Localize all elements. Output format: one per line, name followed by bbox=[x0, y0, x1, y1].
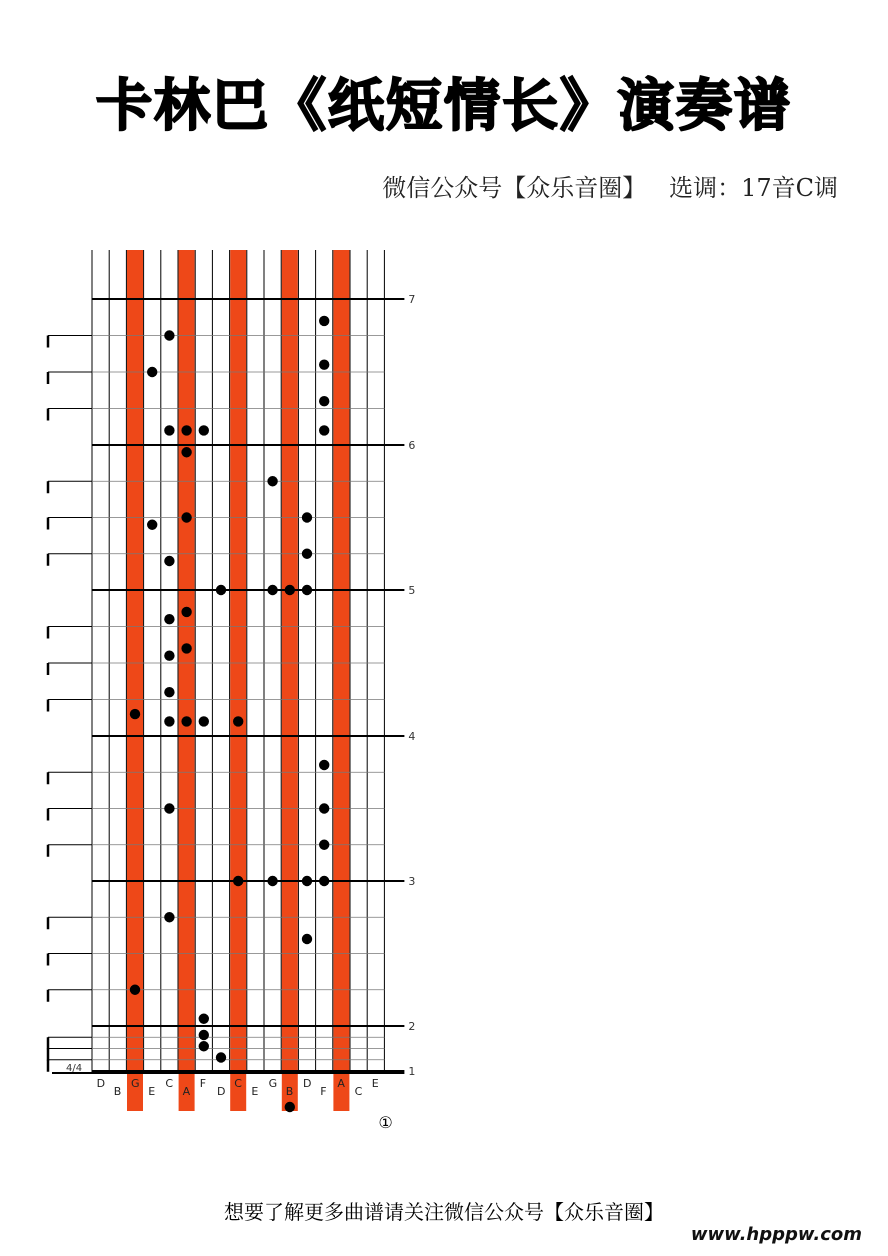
tine-label: A bbox=[182, 1085, 191, 1098]
highlight-tine bbox=[179, 250, 195, 1111]
highlight-tine bbox=[127, 250, 143, 1111]
note-dot bbox=[285, 585, 295, 595]
tine-label: F bbox=[199, 1077, 207, 1090]
note-dot bbox=[233, 876, 243, 886]
note-dot bbox=[164, 716, 174, 726]
tine-label: G bbox=[268, 1077, 278, 1090]
highlight-tine bbox=[333, 250, 349, 1111]
note-dot bbox=[302, 585, 312, 595]
note-dot bbox=[181, 447, 191, 457]
note-dot bbox=[302, 549, 312, 559]
measure-number: 5 bbox=[408, 584, 416, 597]
watermark: www.hpppw.com bbox=[690, 1224, 862, 1245]
note-dot bbox=[319, 316, 329, 326]
note-dot bbox=[164, 687, 174, 697]
note-dot bbox=[164, 425, 174, 435]
tine-label: D bbox=[217, 1085, 226, 1098]
page-number: ① bbox=[378, 1113, 393, 1132]
tine-label: C bbox=[234, 1077, 242, 1090]
note-dot bbox=[199, 1030, 209, 1040]
tine-label: B bbox=[113, 1085, 122, 1098]
note-dot bbox=[164, 803, 174, 813]
note-dot bbox=[181, 425, 191, 435]
note-dot bbox=[302, 512, 312, 522]
note-dot bbox=[319, 360, 329, 370]
measure-number: 7 bbox=[408, 293, 416, 306]
note-dot bbox=[199, 1014, 209, 1024]
tine-label: A bbox=[337, 1077, 345, 1090]
note-dot bbox=[285, 1102, 295, 1112]
subtitle: 微信公众号【众乐音圈】 选调：17音C调 bbox=[382, 174, 838, 202]
note-dot bbox=[319, 840, 329, 850]
tine-label: E bbox=[371, 1077, 379, 1090]
measure-number: 2 bbox=[408, 1020, 416, 1033]
tine-label: G bbox=[131, 1077, 140, 1090]
note-dot bbox=[164, 912, 174, 922]
note-dot bbox=[319, 760, 329, 770]
note-dot bbox=[216, 585, 226, 595]
note-dot bbox=[267, 585, 277, 595]
kalimba-score-page-1 bbox=[0, 0, 444, 1150]
note-dot bbox=[164, 651, 174, 661]
note-dot bbox=[319, 876, 329, 886]
tine-label: C bbox=[354, 1085, 363, 1098]
tine-label: D bbox=[303, 1077, 312, 1090]
note-dot bbox=[199, 425, 209, 435]
note-dot bbox=[233, 716, 243, 726]
note-dot bbox=[181, 607, 191, 617]
footer-text: 想要了解更多曲谱请关注微信公众号【众乐音圈】 bbox=[224, 1200, 664, 1224]
note-dot bbox=[130, 985, 140, 995]
tine-label: E bbox=[148, 1085, 156, 1098]
note-dot bbox=[130, 709, 140, 719]
note-dot bbox=[267, 476, 277, 486]
note-dot bbox=[319, 803, 329, 813]
note-dot bbox=[164, 330, 174, 340]
tine-label: F bbox=[320, 1085, 327, 1098]
highlight-tine bbox=[282, 250, 298, 1111]
note-dot bbox=[199, 716, 209, 726]
measure-number: 1 bbox=[408, 1065, 416, 1078]
note-dot bbox=[164, 556, 174, 566]
page-title: 卡林巴《纸短情长》演奏谱 bbox=[96, 74, 792, 139]
note-dot bbox=[181, 716, 191, 726]
note-dot bbox=[164, 614, 174, 624]
note-dot bbox=[147, 367, 157, 377]
note-dot bbox=[302, 934, 312, 944]
note-dot bbox=[302, 876, 312, 886]
note-dot bbox=[216, 1052, 226, 1062]
note-dot bbox=[147, 520, 157, 530]
highlight-tine bbox=[230, 250, 246, 1111]
note-dot bbox=[319, 425, 329, 435]
tine-label: E bbox=[251, 1085, 259, 1098]
tine-label: D bbox=[96, 1077, 106, 1090]
note-dot bbox=[319, 396, 329, 406]
note-dot bbox=[199, 1041, 209, 1051]
measure-number: 6 bbox=[408, 439, 416, 452]
measure-number: 3 bbox=[408, 875, 416, 888]
note-dot bbox=[267, 876, 277, 886]
note-dot bbox=[181, 512, 191, 522]
tine-label: B bbox=[285, 1085, 294, 1098]
measure-number: 4 bbox=[408, 730, 416, 743]
note-dot bbox=[181, 643, 191, 653]
time-signature: 4/4 bbox=[66, 1063, 83, 1074]
kalimba-score-page-2 bbox=[444, 0, 888, 1150]
tine-label: C bbox=[165, 1077, 174, 1090]
